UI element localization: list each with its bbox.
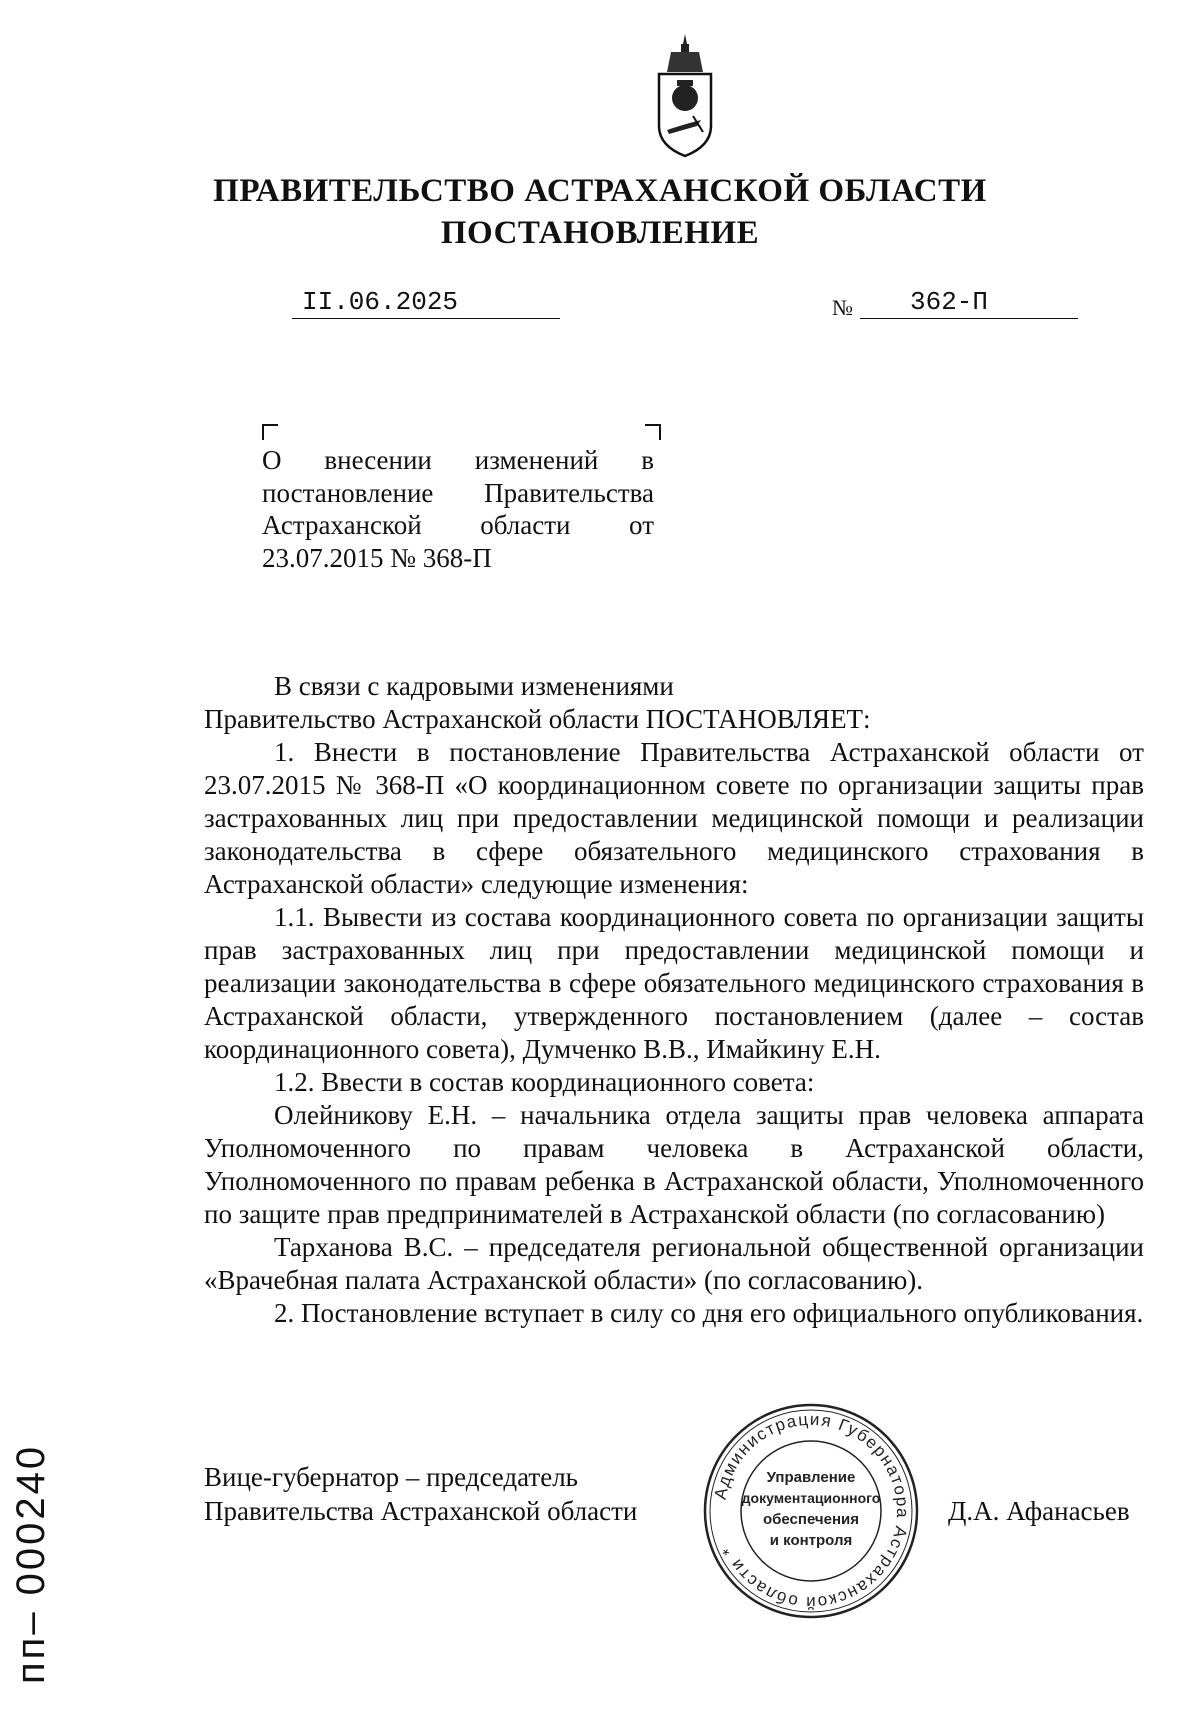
document-subject — [262, 444, 654, 574]
document-number: 362-П — [860, 286, 1078, 319]
subject-corner-right — [645, 424, 661, 440]
number-sign: № — [832, 295, 853, 320]
paragraph-2: 2. Постановление вступает в силу со дня его официального опубликования. — [274, 1298, 1144, 1328]
subject-corner-left — [262, 424, 278, 440]
position-line-1: Вице-губернатор – председатель — [204, 1462, 578, 1492]
stamp-line-1: Управление — [766, 1469, 856, 1486]
stamp-line-3: обеспечения — [762, 1511, 860, 1528]
document-body — [204, 670, 1144, 1330]
paragraph-1-1: 1.1. Вывести из состава координационного совета по организации защиты прав застрахованных лиц при предоставлении медицинской помощи и реализации законодательства в сфере обязательного медицинского страхования в Астраханской области, утвержденного постановлением (далее – состав координационного совета), Думченко В.В., Имайкину Е.Н. — [204, 902, 1144, 1064]
stamp-outer-text: Администрация Губернатора Астраханской области * — [710, 1409, 913, 1613]
member-entry-1: Олейникову Е.Н. – начальника отдела защиты прав человека аппарата Уполномоченного по правам человека в Астраханской области, Уполномоченного по правам ребенка в Астраханской области, Уполномоченного по защите прав предпринимателей в Астраханской области (по согласованию) — [204, 1100, 1144, 1229]
side-registration-number: пп– 000240 — [9, 1443, 53, 1684]
stamp-line-2: документационного — [741, 1490, 881, 1506]
signatory-name: Д.А. Афанасьев — [948, 1496, 1130, 1526]
document-type-title: ПОСТАНОВЛЕНИЕ — [440, 215, 760, 251]
signatory-position — [204, 1460, 637, 1528]
document-header — [0, 170, 1200, 254]
paragraph-1-2: 1.2. Ввести в состав координационного совета: — [274, 1067, 815, 1097]
paragraph-1: 1. Внести в постановление Правительства Астраханской области от 23.07.2015 № 368-П «О координационном совете по организации защиты прав застрахованных лиц при предоставлении медицинской помощи и реализации законодательства в сфере обязательного медицинского страхования в Астраханской области» следующие изменения: — [204, 737, 1144, 899]
intro-line-1: В связи с кадровыми изменениями — [274, 671, 674, 701]
document-date: II.06.2025 — [292, 286, 560, 319]
intro-line-2: Правительство Астраханской области ПОСТАНОВЛЯЕТ: — [204, 704, 871, 734]
member-entry-2: Тарханова В.С. – председателя региональной общественной организации «Врачебная палата Астраханской области» (по согласованию). — [204, 1232, 1144, 1295]
coat-of-arms-icon — [645, 30, 725, 160]
official-stamp — [700, 1400, 922, 1622]
organization-title: ПРАВИТЕЛЬСТВО АСТРАХАНСКОЙ ОБЛАСТИ — [213, 173, 987, 209]
stamp-line-4: и контроля — [769, 1532, 853, 1549]
subject-text: О внесении изменений в постановление Правительства Астраханской области от 23.07.2015 № 368-П — [262, 445, 654, 573]
position-line-2: Правительства Астраханской области — [204, 1496, 638, 1526]
